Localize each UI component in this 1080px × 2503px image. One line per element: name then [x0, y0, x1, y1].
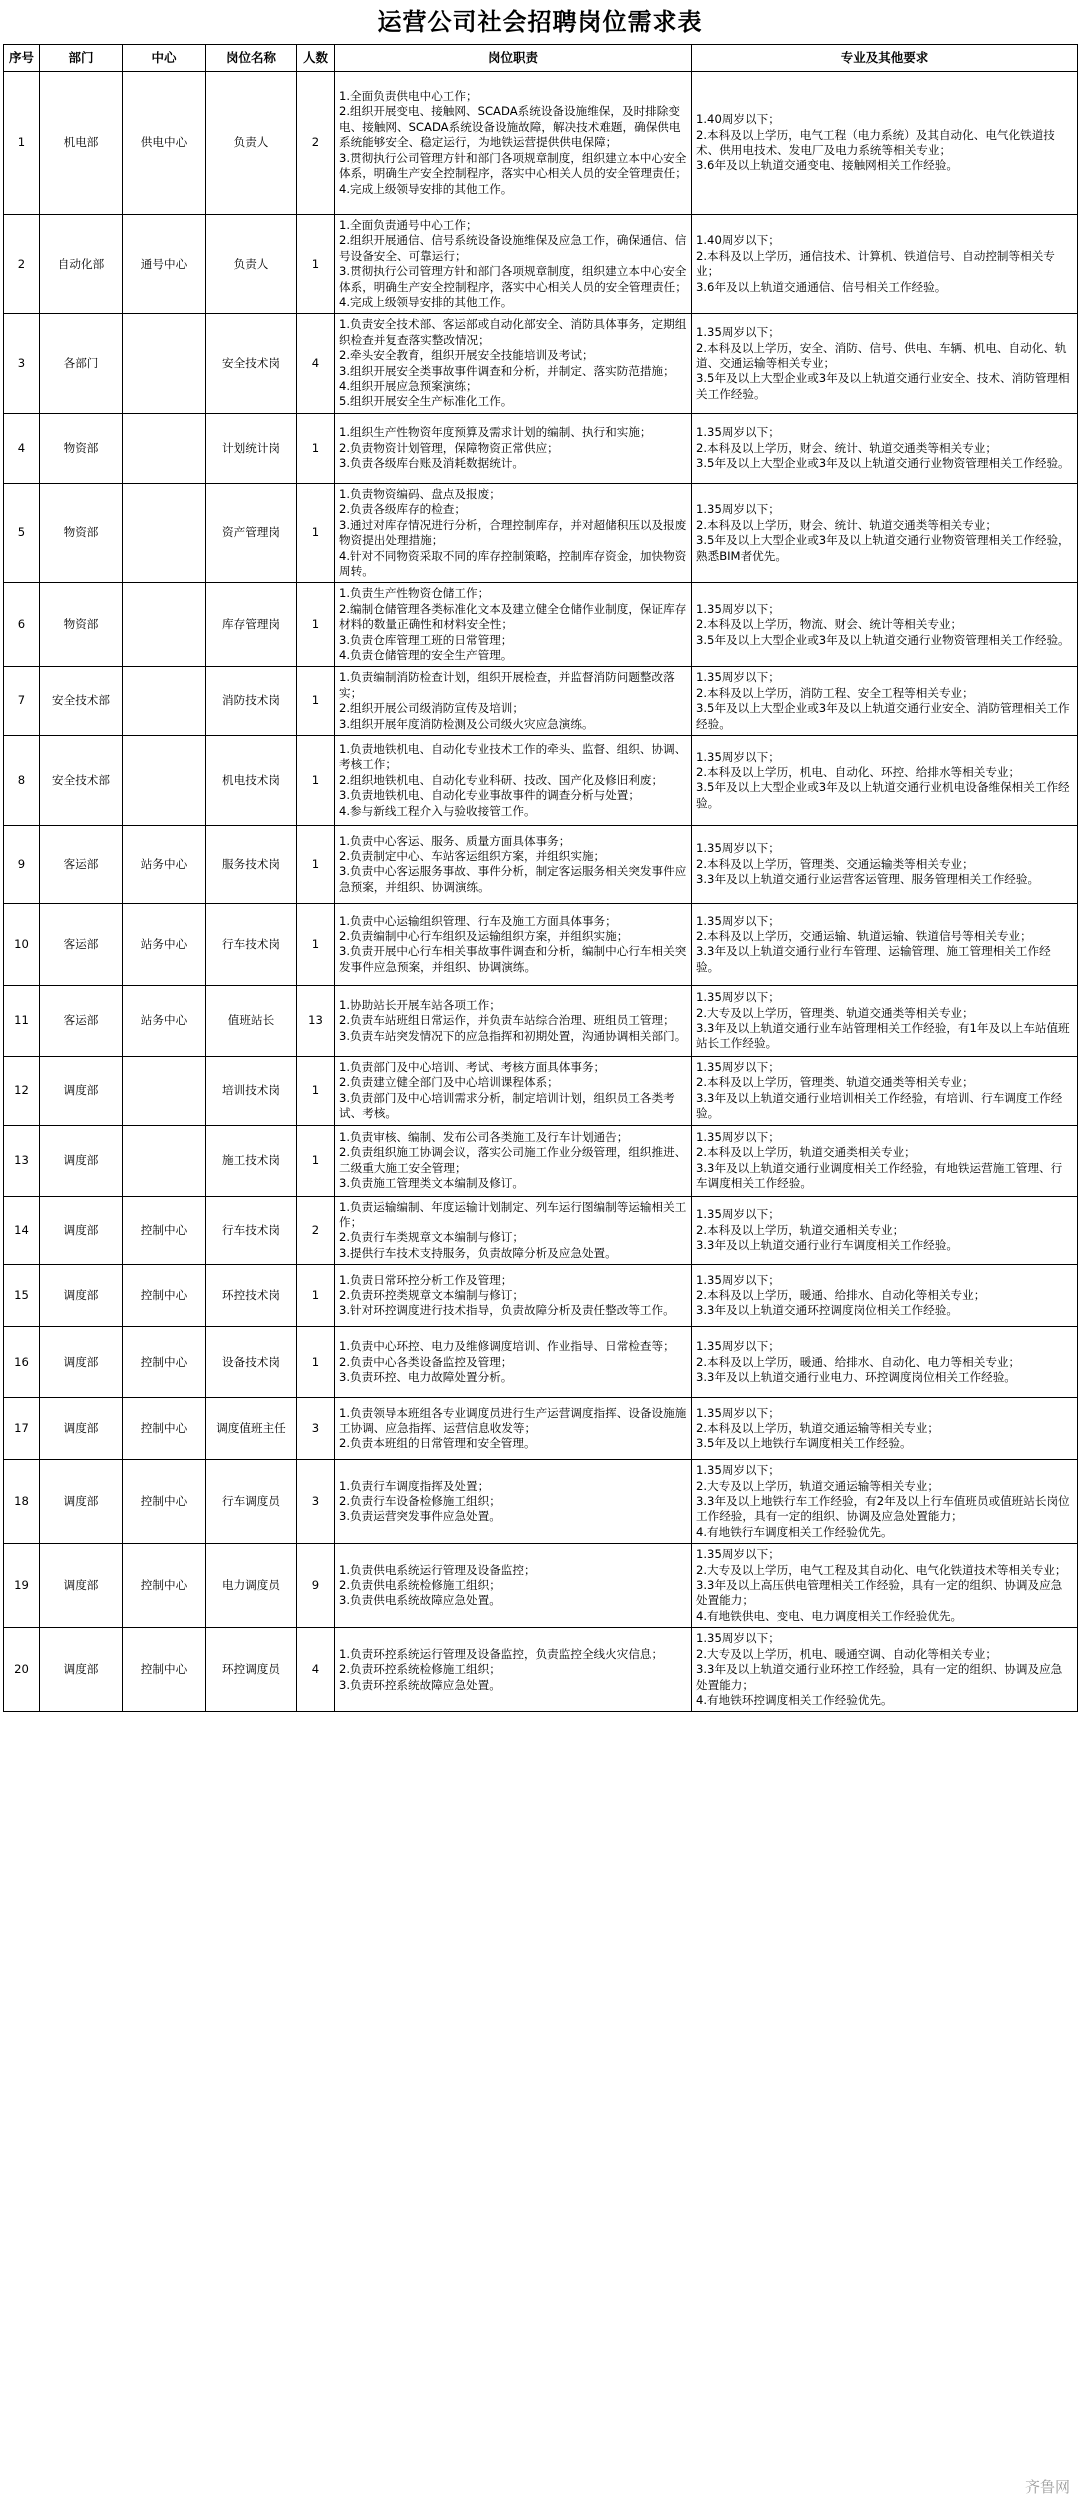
row-center [123, 667, 206, 736]
row-duty: 1.协助站长开展车站各项工作； 2.负责车站班组日常运作，并负责车站综合治理、班组员工管理； 3.负责车站突发情况下的应急指挥和初期处置，沟通协调相关部门。 [335, 985, 692, 1056]
row-dept: 客运部 [40, 903, 123, 985]
row-dept: 物资部 [40, 413, 123, 483]
row-req: 1.35周岁以下； 2.本科及以上学历，财会、统计、轨道交通类等相关专业； 3.5年及以上大型企业或3年及以上轨道交通行业物资管理相关工作经验。 [692, 413, 1078, 483]
row-req: 1.35周岁以下； 2.大专及以上学历，轨道交通运输等相关专业； 3.3年及以上地铁行车工作经验，有2年及以上行车值班员或值班站长岗位工作经验，具有一定的组织、协调及应急处置能力； 4.有地铁行车调度相关工作经验优先。 [692, 1460, 1078, 1544]
row-no: 14 [4, 1196, 40, 1265]
header-post: 岗位名称 [206, 45, 297, 72]
row-count: 2 [297, 72, 335, 215]
header-req: 专业及其他要求 [692, 45, 1078, 72]
table-row [4, 825, 1078, 903]
table-row [4, 985, 1078, 1056]
row-no: 16 [4, 1327, 40, 1398]
row-dept: 客运部 [40, 985, 123, 1056]
table-row [4, 1056, 1078, 1125]
row-dept: 调度部 [40, 1125, 123, 1196]
row-dept: 各部门 [40, 314, 123, 413]
row-post: 行车技术岗 [206, 903, 297, 985]
row-dept: 物资部 [40, 583, 123, 667]
row-req: 1.35周岁以下； 2.大专及以上学历，机电、暖通空调、自动化等相关专业； 3.3年及以上轨道交通行业环控工作经验，具有一定的组织、协调及应急处置能力； 4.有地铁环控调度相关工作经验优先。 [692, 1628, 1078, 1712]
row-duty: 1.负责编制消防检查计划，组织开展检查，并监督消防问题整改落实； 2.组织开展公司级消防宣传及培训； 3.组织开展年度消防检测及公司级火灾应急演练。 [335, 667, 692, 736]
row-count: 1 [297, 413, 335, 483]
row-duty: 1.负责生产性物资仓储工作； 2.编制仓储管理各类标准化文本及建立健全仓储作业制度，保证库存材料的数量正确性和材料安全性； 3.负责仓库管理工班的日常管理； 4.负责仓储管理的安全生产管理。 [335, 583, 692, 667]
row-count: 1 [297, 1327, 335, 1398]
row-duty: 1.负责中心客运、服务、质量方面具体事务； 2.负责制定中心、车站客运组织方案，并组织实施； 3.负责中心客运服务事故、事件分析，制定客运服务相关突发事件应急预案，并组织、协调演练。 [335, 825, 692, 903]
row-post: 安全技术岗 [206, 314, 297, 413]
row-duty: 1.负责运输编制、年度运输计划制定、列车运行图编制等运输相关工作； 2.负责行车类规章文本编制与修订； 3.提供行车技术支持服务，负责故障分析及应急处置。 [335, 1196, 692, 1265]
row-count: 1 [297, 583, 335, 667]
row-count: 3 [297, 1398, 335, 1460]
row-dept: 物资部 [40, 483, 123, 582]
row-post: 负责人 [206, 72, 297, 215]
table-row [4, 1265, 1078, 1327]
row-no: 15 [4, 1265, 40, 1327]
row-req: 1.40周岁以下； 2.本科及以上学历，通信技术、计算机、铁道信号、自动控制等相关专业； 3.6年及以上轨道交通通信、信号相关工作经验。 [692, 215, 1078, 314]
row-req: 1.35周岁以下； 2.大专及以上学历，电气工程及其自动化、电气化铁道技术等相关专业； 3.3年及以上高压供电管理相关工作经验，具有一定的组织、协调及应急处置能力； 4.有地铁供电、变电、电力调度相关工作经验优先。 [692, 1544, 1078, 1628]
table-body [4, 72, 1078, 1712]
table-row [4, 215, 1078, 314]
header-no: 序号 [4, 45, 40, 72]
row-post: 值班站长 [206, 985, 297, 1056]
row-req: 1.35周岁以下； 2.本科及以上学历，机电、自动化、环控、给排水等相关专业； 3.5年及以上大型企业或3年及以上轨道交通行业机电设备维保相关工作经验。 [692, 735, 1078, 825]
row-center: 控制中心 [123, 1398, 206, 1460]
row-center: 供电中心 [123, 72, 206, 215]
table-row [4, 903, 1078, 985]
table-row [4, 1628, 1078, 1712]
row-dept: 调度部 [40, 1398, 123, 1460]
row-dept: 机电部 [40, 72, 123, 215]
row-no: 11 [4, 985, 40, 1056]
row-no: 10 [4, 903, 40, 985]
row-count: 1 [297, 215, 335, 314]
row-post: 设备技术岗 [206, 1327, 297, 1398]
row-count: 4 [297, 314, 335, 413]
table-row [4, 667, 1078, 736]
row-duty: 1.全面负责通号中心工作； 2.组织开展通信、信号系统设备设施维保及应急工作，确保通信、信号设备安全、可靠运行； 3.贯彻执行公司管理方针和部门各项规章制度，组织建立本中心安全体系，明确生产安全控制程序，落实中心相关人员的安全管理责任； 4.完成上级领导安排的其他工作。 [335, 215, 692, 314]
row-req: 1.35周岁以下； 2.本科及以上学历，交通运输、轨道运输、铁道信号等相关专业； 3.3年及以上轨道交通行业行车管理、运输管理、施工管理相关工作经验。 [692, 903, 1078, 985]
row-req: 1.35周岁以下； 2.本科及以上学历，轨道交通类相关专业； 3.3年及以上轨道交通行业调度相关工作经验，有地铁运营施工管理、行车调度相关工作经验。 [692, 1125, 1078, 1196]
row-center [123, 735, 206, 825]
row-dept: 客运部 [40, 825, 123, 903]
row-no: 4 [4, 413, 40, 483]
table-row [4, 1125, 1078, 1196]
table-row [4, 1196, 1078, 1265]
row-req: 1.40周岁以下； 2.本科及以上学历，电气工程（电力系统）及其自动化、电气化铁道技术、供用电技术、发电厂及电力系统等相关专业； 3.6年及以上轨道交通变电、接触网相关工作经验。 [692, 72, 1078, 215]
row-center: 控制中心 [123, 1544, 206, 1628]
row-post: 消防技术岗 [206, 667, 297, 736]
row-count: 9 [297, 1544, 335, 1628]
row-count: 13 [297, 985, 335, 1056]
row-req: 1.35周岁以下； 2.本科及以上学历，管理类、轨道交通类等相关专业； 3.3年及以上轨道交通行业培训相关工作经验，有培训、行车调度工作经验。 [692, 1056, 1078, 1125]
table-row [4, 1460, 1078, 1544]
row-no: 17 [4, 1398, 40, 1460]
row-duty: 1.负责部门及中心培训、考试、考核方面具体事务； 2.负责建立健全部门及中心培训课程体系； 3.负责部门及中心培训需求分析，制定培训计划，组织员工各类考试、考核。 [335, 1056, 692, 1125]
header-center: 中心 [123, 45, 206, 72]
row-req: 1.35周岁以下； 2.本科及以上学历，管理类、交通运输类等相关专业； 3.3年及以上轨道交通行业运营客运管理、服务管理相关工作经验。 [692, 825, 1078, 903]
header-count: 人数 [297, 45, 335, 72]
row-post: 资产管理岗 [206, 483, 297, 582]
table-row [4, 1327, 1078, 1398]
row-center [123, 1125, 206, 1196]
row-post: 负责人 [206, 215, 297, 314]
row-no: 5 [4, 483, 40, 582]
job-table [3, 44, 1078, 1712]
row-req: 1.35周岁以下； 2.大专及以上学历，管理类、轨道交通类等相关专业； 3.3年及以上轨道交通行业车站管理相关工作经验，有1年及以上车站值班站长工作经验。 [692, 985, 1078, 1056]
row-duty: 1.负责领导本班组各专业调度员进行生产运营调度指挥、设备设施施工协调、应急指挥、运营信息收发等； 2.负责本班组的日常管理和安全管理。 [335, 1398, 692, 1460]
row-no: 7 [4, 667, 40, 736]
row-req: 1.35周岁以下； 2.本科及以上学历，财会、统计、轨道交通类等相关专业； 3.5年及以上大型企业或3年及以上轨道交通行业物资管理相关工作经验，熟悉BIM者优先。 [692, 483, 1078, 582]
table-row [4, 413, 1078, 483]
row-no: 12 [4, 1056, 40, 1125]
row-dept: 调度部 [40, 1544, 123, 1628]
row-req: 1.35周岁以下； 2.本科及以上学历，暖通、给排水、自动化、电力等相关专业； 3.3年及以上轨道交通行业电力、环控调度岗位相关工作经验。 [692, 1327, 1078, 1398]
row-no: 20 [4, 1628, 40, 1712]
row-dept: 调度部 [40, 1628, 123, 1712]
row-dept: 安全技术部 [40, 667, 123, 736]
table-header-row [4, 45, 1078, 72]
row-center: 控制中心 [123, 1628, 206, 1712]
row-post: 行车技术岗 [206, 1196, 297, 1265]
row-no: 13 [4, 1125, 40, 1196]
row-no: 9 [4, 825, 40, 903]
row-dept: 调度部 [40, 1196, 123, 1265]
row-post: 施工技术岗 [206, 1125, 297, 1196]
row-no: 6 [4, 583, 40, 667]
row-duty: 1.负责审核、编制、发布公司各类施工及行车计划通告； 2.负责组织施工协调会议，落实公司施工作业分级管理，组织推进、二级重大施工安全管理； 3.负责施工管理类文本编制及修订。 [335, 1125, 692, 1196]
row-center: 站务中心 [123, 903, 206, 985]
row-count: 4 [297, 1628, 335, 1712]
row-center: 站务中心 [123, 825, 206, 903]
watermark-logo: 齐鲁网 [1024, 2478, 1070, 2496]
row-req: 1.35周岁以下； 2.本科及以上学历，轨道交通运输等相关专业； 3.5年及以上地铁行车调度相关工作经验。 [692, 1398, 1078, 1460]
row-duty: 1.负责地铁机电、自动化专业技术工作的牵头、监督、组织、协调、考核工作； 2.组织地铁机电、自动化专业科研、技改、国产化及修旧利废； 3.负责地铁机电、自动化专业事故事件的调查分析与处置； 4.参与新线工程介入与验收接管工作。 [335, 735, 692, 825]
row-center [123, 483, 206, 582]
row-post: 服务技术岗 [206, 825, 297, 903]
page-title: 运营公司社会招聘岗位需求表 [377, 8, 703, 36]
table-row [4, 735, 1078, 825]
row-duty: 1.负责物资编码、盘点及报废； 2.负责各级库存的检查； 3.通过对库存情况进行分析，合理控制库存，并对超储积压以及报废物资提出处理措施； 4.针对不同物资采取不同的库存控制策略，控制库存资金，加快物资周转。 [335, 483, 692, 582]
row-post: 环控调度员 [206, 1628, 297, 1712]
row-center [123, 583, 206, 667]
row-duty: 1.负责日常环控分析工作及管理； 2.负责环控类规章文本编制与修订； 3.针对环控调度进行技术指导，负责故障分析及责任整改等工作。 [335, 1265, 692, 1327]
row-duty: 1.负责行车调度指挥及处置； 2.负责行车设备检修施工组织； 3.负责运营突发事件应急处置。 [335, 1460, 692, 1544]
row-post: 机电技术岗 [206, 735, 297, 825]
row-count: 1 [297, 735, 335, 825]
row-no: 19 [4, 1544, 40, 1628]
row-post: 计划统计岗 [206, 413, 297, 483]
row-center: 控制中心 [123, 1265, 206, 1327]
row-req: 1.35周岁以下； 2.本科及以上学历，轨道交通相关专业； 3.3年及以上轨道交通行业行车调度相关工作经验。 [692, 1196, 1078, 1265]
row-count: 1 [297, 1125, 335, 1196]
table-row [4, 583, 1078, 667]
row-count: 1 [297, 825, 335, 903]
row-no: 18 [4, 1460, 40, 1544]
row-dept: 调度部 [40, 1327, 123, 1398]
table-row [4, 1398, 1078, 1460]
row-center: 控制中心 [123, 1196, 206, 1265]
table-row [4, 1544, 1078, 1628]
row-duty: 1.负责供电系统运行管理及设备监控； 2.负责供电系统检修施工组织； 3.负责供电系统故障应急处置。 [335, 1544, 692, 1628]
row-duty: 1.全面负责供电中心工作； 2.组织开展变电、接触网、SCADA系统设备设施维保，及时排除变电、接触网、SCADA系统设备设施故障，解决技术难题，确保供电系统能够安全、稳定运行，为地铁运营提供供电保障； 3.贯彻执行公司管理方针和部门各项规章制度，组织建立本中心安全体系，明确生产安全控制程序，落实中心相关人员的安全管理责任； 4.完成上级领导安排的其他工作。 [335, 72, 692, 215]
row-post: 电力调度员 [206, 1544, 297, 1628]
row-count: 3 [297, 1460, 335, 1544]
row-no: 2 [4, 215, 40, 314]
header-dept: 部门 [40, 45, 123, 72]
row-duty: 1.负责环控系统运行管理及设备监控，负责监控全线火灾信息； 2.负责环控系统检修施工组织； 3.负责环控系统故障应急处置。 [335, 1628, 692, 1712]
row-no: 8 [4, 735, 40, 825]
row-duty: 1.负责安全技术部、客运部或自动化部安全、消防具体事务，定期组织检查并复查落实整改情况； 2.牵头安全教育，组织开展安全技能培训及考试； 3.组织开展安全类事故事件调查和分析，并制定、落实防范措施； 4.组织开展应急预案演练； 5.组织开展安全生产标准化工作。 [335, 314, 692, 413]
table-row [4, 483, 1078, 582]
row-req: 1.35周岁以下； 2.本科及以上学历，安全、消防、信号、供电、车辆、机电、自动化、轨道、交通运输等相关专业； 3.5年及以上大型企业或3年及以上轨道交通行业安全、技术、消防管理相关工作经验。 [692, 314, 1078, 413]
row-count: 1 [297, 1265, 335, 1327]
header-duty: 岗位职责 [335, 45, 692, 72]
row-no: 3 [4, 314, 40, 413]
row-post: 库存管理岗 [206, 583, 297, 667]
row-center [123, 314, 206, 413]
row-center: 控制中心 [123, 1460, 206, 1544]
row-center [123, 1056, 206, 1125]
row-post: 调度值班主任 [206, 1398, 297, 1460]
row-dept: 自动化部 [40, 215, 123, 314]
table-row [4, 314, 1078, 413]
row-no: 1 [4, 72, 40, 215]
row-center: 站务中心 [123, 985, 206, 1056]
row-dept: 调度部 [40, 1056, 123, 1125]
table-row [4, 72, 1078, 215]
row-duty: 1.负责中心环控、电力及维修调度培训、作业指导、日常检查等； 2.负责中心各类设备监控及管理； 3.负责环控、电力故障处置分析。 [335, 1327, 692, 1398]
row-center: 控制中心 [123, 1327, 206, 1398]
row-post: 培训技术岗 [206, 1056, 297, 1125]
row-center [123, 413, 206, 483]
row-count: 2 [297, 1196, 335, 1265]
row-post: 环控技术岗 [206, 1265, 297, 1327]
row-req: 1.35周岁以下； 2.本科及以上学历，物流、财会、统计等相关专业； 3.5年及以上大型企业或3年及以上轨道交通行业物资管理相关工作经验。 [692, 583, 1078, 667]
row-duty: 1.组织生产性物资年度预算及需求计划的编制、执行和实施； 2.负责物资计划管理，保障物资正常供应； 3.负责各级库台账及消耗数据统计。 [335, 413, 692, 483]
row-dept: 调度部 [40, 1460, 123, 1544]
row-req: 1.35周岁以下； 2.本科及以上学历，暖通、给排水、自动化等相关专业； 3.3年及以上轨道交通环控调度岗位相关工作经验。 [692, 1265, 1078, 1327]
row-dept: 安全技术部 [40, 735, 123, 825]
row-duty: 1.负责中心运输组织管理、行车及施工方面具体事务； 2.负责编制中心行车组织及运输组织方案，并组织实施； 3.负责开展中心行车相关事故事件调查和分析，编制中心行车相关突发事件应急预案，并组织、协调演练。 [335, 903, 692, 985]
row-dept: 调度部 [40, 1265, 123, 1327]
row-center: 通号中心 [123, 215, 206, 314]
row-count: 1 [297, 1056, 335, 1125]
row-count: 1 [297, 483, 335, 582]
row-count: 1 [297, 667, 335, 736]
row-req: 1.35周岁以下； 2.本科及以上学历，消防工程、安全工程等相关专业； 3.5年及以上大型企业或3年及以上轨道交通行业安全、消防管理相关工作经验。 [692, 667, 1078, 736]
row-count: 1 [297, 903, 335, 985]
row-post: 行车调度员 [206, 1460, 297, 1544]
